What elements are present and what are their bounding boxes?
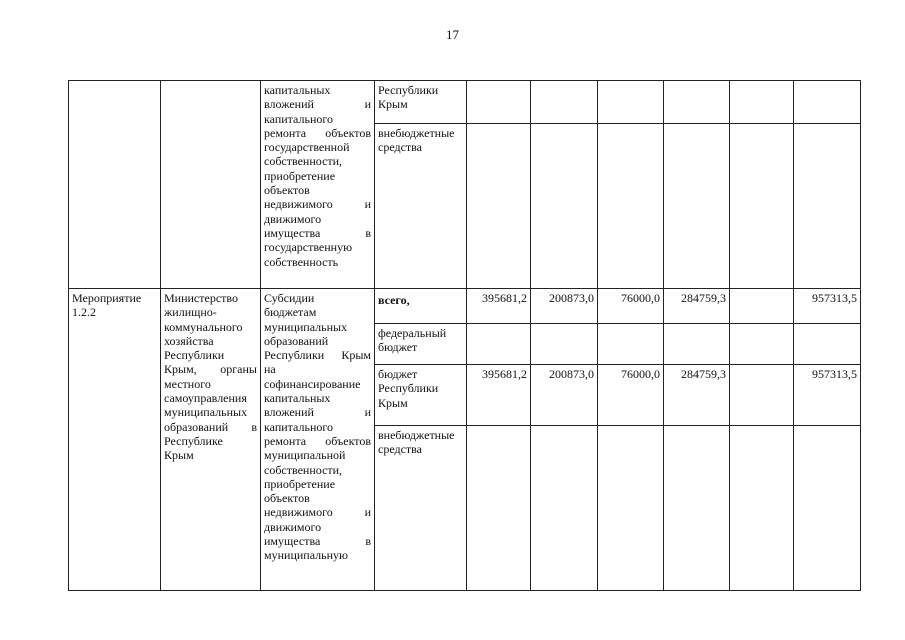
source-cell (375, 124, 467, 289)
value-cell: 284759,3 (664, 365, 730, 426)
value-cell: 76000,0 (598, 289, 664, 324)
source-cell (375, 324, 467, 365)
text-line: бюджетам (264, 305, 317, 320)
text-line: жилищно- (164, 305, 217, 320)
value-cell: 395681,2 (467, 365, 531, 426)
table-row (69, 81, 861, 124)
value-cell (664, 81, 730, 124)
value-cell (730, 289, 794, 324)
text-line: капитальных (264, 391, 331, 406)
value-cell (794, 81, 861, 124)
value-cell (598, 426, 664, 591)
value-cell: 76000,0 (598, 365, 664, 426)
value-cell: 957313,5 (794, 365, 861, 426)
value-cell (730, 124, 794, 289)
text-line: объектов (264, 491, 310, 506)
value-cell (531, 426, 598, 591)
text-line: образований (264, 333, 329, 348)
text-line: Министерство (164, 291, 238, 305)
text-line: муниципальной (264, 448, 346, 463)
text-line: имущества в (264, 534, 371, 549)
text-line: самоуправления (164, 391, 247, 406)
source-cell (375, 81, 467, 124)
description-cell (261, 289, 375, 591)
executor-cell (161, 289, 261, 591)
text-line: государственной (264, 140, 350, 155)
text-line: капитального (264, 419, 333, 434)
event-cell (69, 81, 161, 289)
text-line: движимого (264, 211, 322, 226)
text-line: движимого (264, 519, 322, 534)
text-line: объектов (264, 183, 310, 198)
text-line: ремонта объектов (264, 433, 371, 448)
text-line: софинансирование (264, 376, 361, 391)
value-cell (531, 324, 598, 365)
text-line: собственности, (264, 462, 343, 477)
text-line: недвижимого и (264, 505, 371, 520)
text-line: внебюджетные (378, 428, 455, 442)
text-line: хозяйства (164, 333, 214, 348)
value-cell (730, 426, 794, 591)
text-line: Республики (378, 83, 439, 97)
value-cell (664, 124, 730, 289)
source-cell (375, 426, 467, 591)
value-cell (664, 324, 730, 365)
text-line: местного (164, 376, 211, 391)
text-line: капитальных (264, 83, 331, 97)
text-line: государственную (264, 240, 353, 255)
table-row (69, 289, 861, 324)
text-line: средства (378, 140, 423, 155)
value-cell (531, 81, 598, 124)
text-line: Республики (164, 348, 225, 363)
text-line: на (264, 362, 276, 377)
executor-cell (161, 81, 261, 289)
text-line: муниципальных (164, 405, 248, 420)
value-cell (467, 324, 531, 365)
text-line: Республики (378, 381, 439, 396)
value-cell (794, 324, 861, 365)
value-cell: 200873,0 (531, 365, 598, 426)
value-cell (664, 426, 730, 591)
page-number: 17 (446, 27, 459, 42)
text-line: вложений и (264, 97, 371, 112)
description-cell (261, 81, 375, 289)
text-line: бюджет (378, 340, 418, 355)
financing-table (68, 80, 861, 591)
text-line: Крым (164, 448, 194, 463)
text-line: коммунального (164, 319, 243, 334)
text-line: приобретение (264, 476, 336, 491)
value-cell: 957313,5 (794, 289, 861, 324)
text-line: внебюджетные (378, 126, 455, 140)
text-line: капитального (264, 111, 333, 126)
text-line: Крым (378, 395, 408, 410)
value-cell (467, 124, 531, 289)
value-cell (467, 426, 531, 591)
text-line: приобретение (264, 168, 336, 183)
text-line: муниципальную (264, 548, 348, 563)
text-line: бюджет (378, 367, 418, 381)
event-cell: Мероприятие 1.2.2 (69, 289, 161, 591)
text-line: Субсидии (264, 291, 315, 305)
value-cell (730, 324, 794, 365)
value-cell: 200873,0 (531, 289, 598, 324)
text-line: имущества в (264, 225, 371, 240)
text-line: собственности, (264, 154, 343, 169)
text-line: недвижимого и (264, 197, 371, 212)
text-line: Крым (378, 97, 408, 112)
text-line: всего, (378, 293, 410, 307)
text-line: муниципальных (264, 319, 348, 334)
text-line: Республике (164, 433, 223, 448)
value-cell (794, 124, 861, 289)
text-line: ремонта объектов (264, 125, 371, 140)
text-line: собственность (264, 254, 339, 269)
text-line: средства (378, 442, 423, 457)
value-cell (794, 426, 861, 591)
value-cell: 395681,2 (467, 289, 531, 324)
text-line: образований в (164, 419, 257, 434)
source-cell (375, 289, 467, 324)
text-line: федеральный (378, 326, 447, 340)
source-cell (375, 365, 467, 426)
value-cell (730, 365, 794, 426)
value-cell (598, 324, 664, 365)
value-cell (730, 81, 794, 124)
value-cell (598, 124, 664, 289)
value-cell (598, 81, 664, 124)
text-line: вложений и (264, 405, 371, 420)
text-line: Республики Крым (264, 348, 371, 363)
text-line: Крым, органы (164, 362, 257, 377)
value-cell (531, 124, 598, 289)
value-cell: 284759,3 (664, 289, 730, 324)
value-cell (467, 81, 531, 124)
